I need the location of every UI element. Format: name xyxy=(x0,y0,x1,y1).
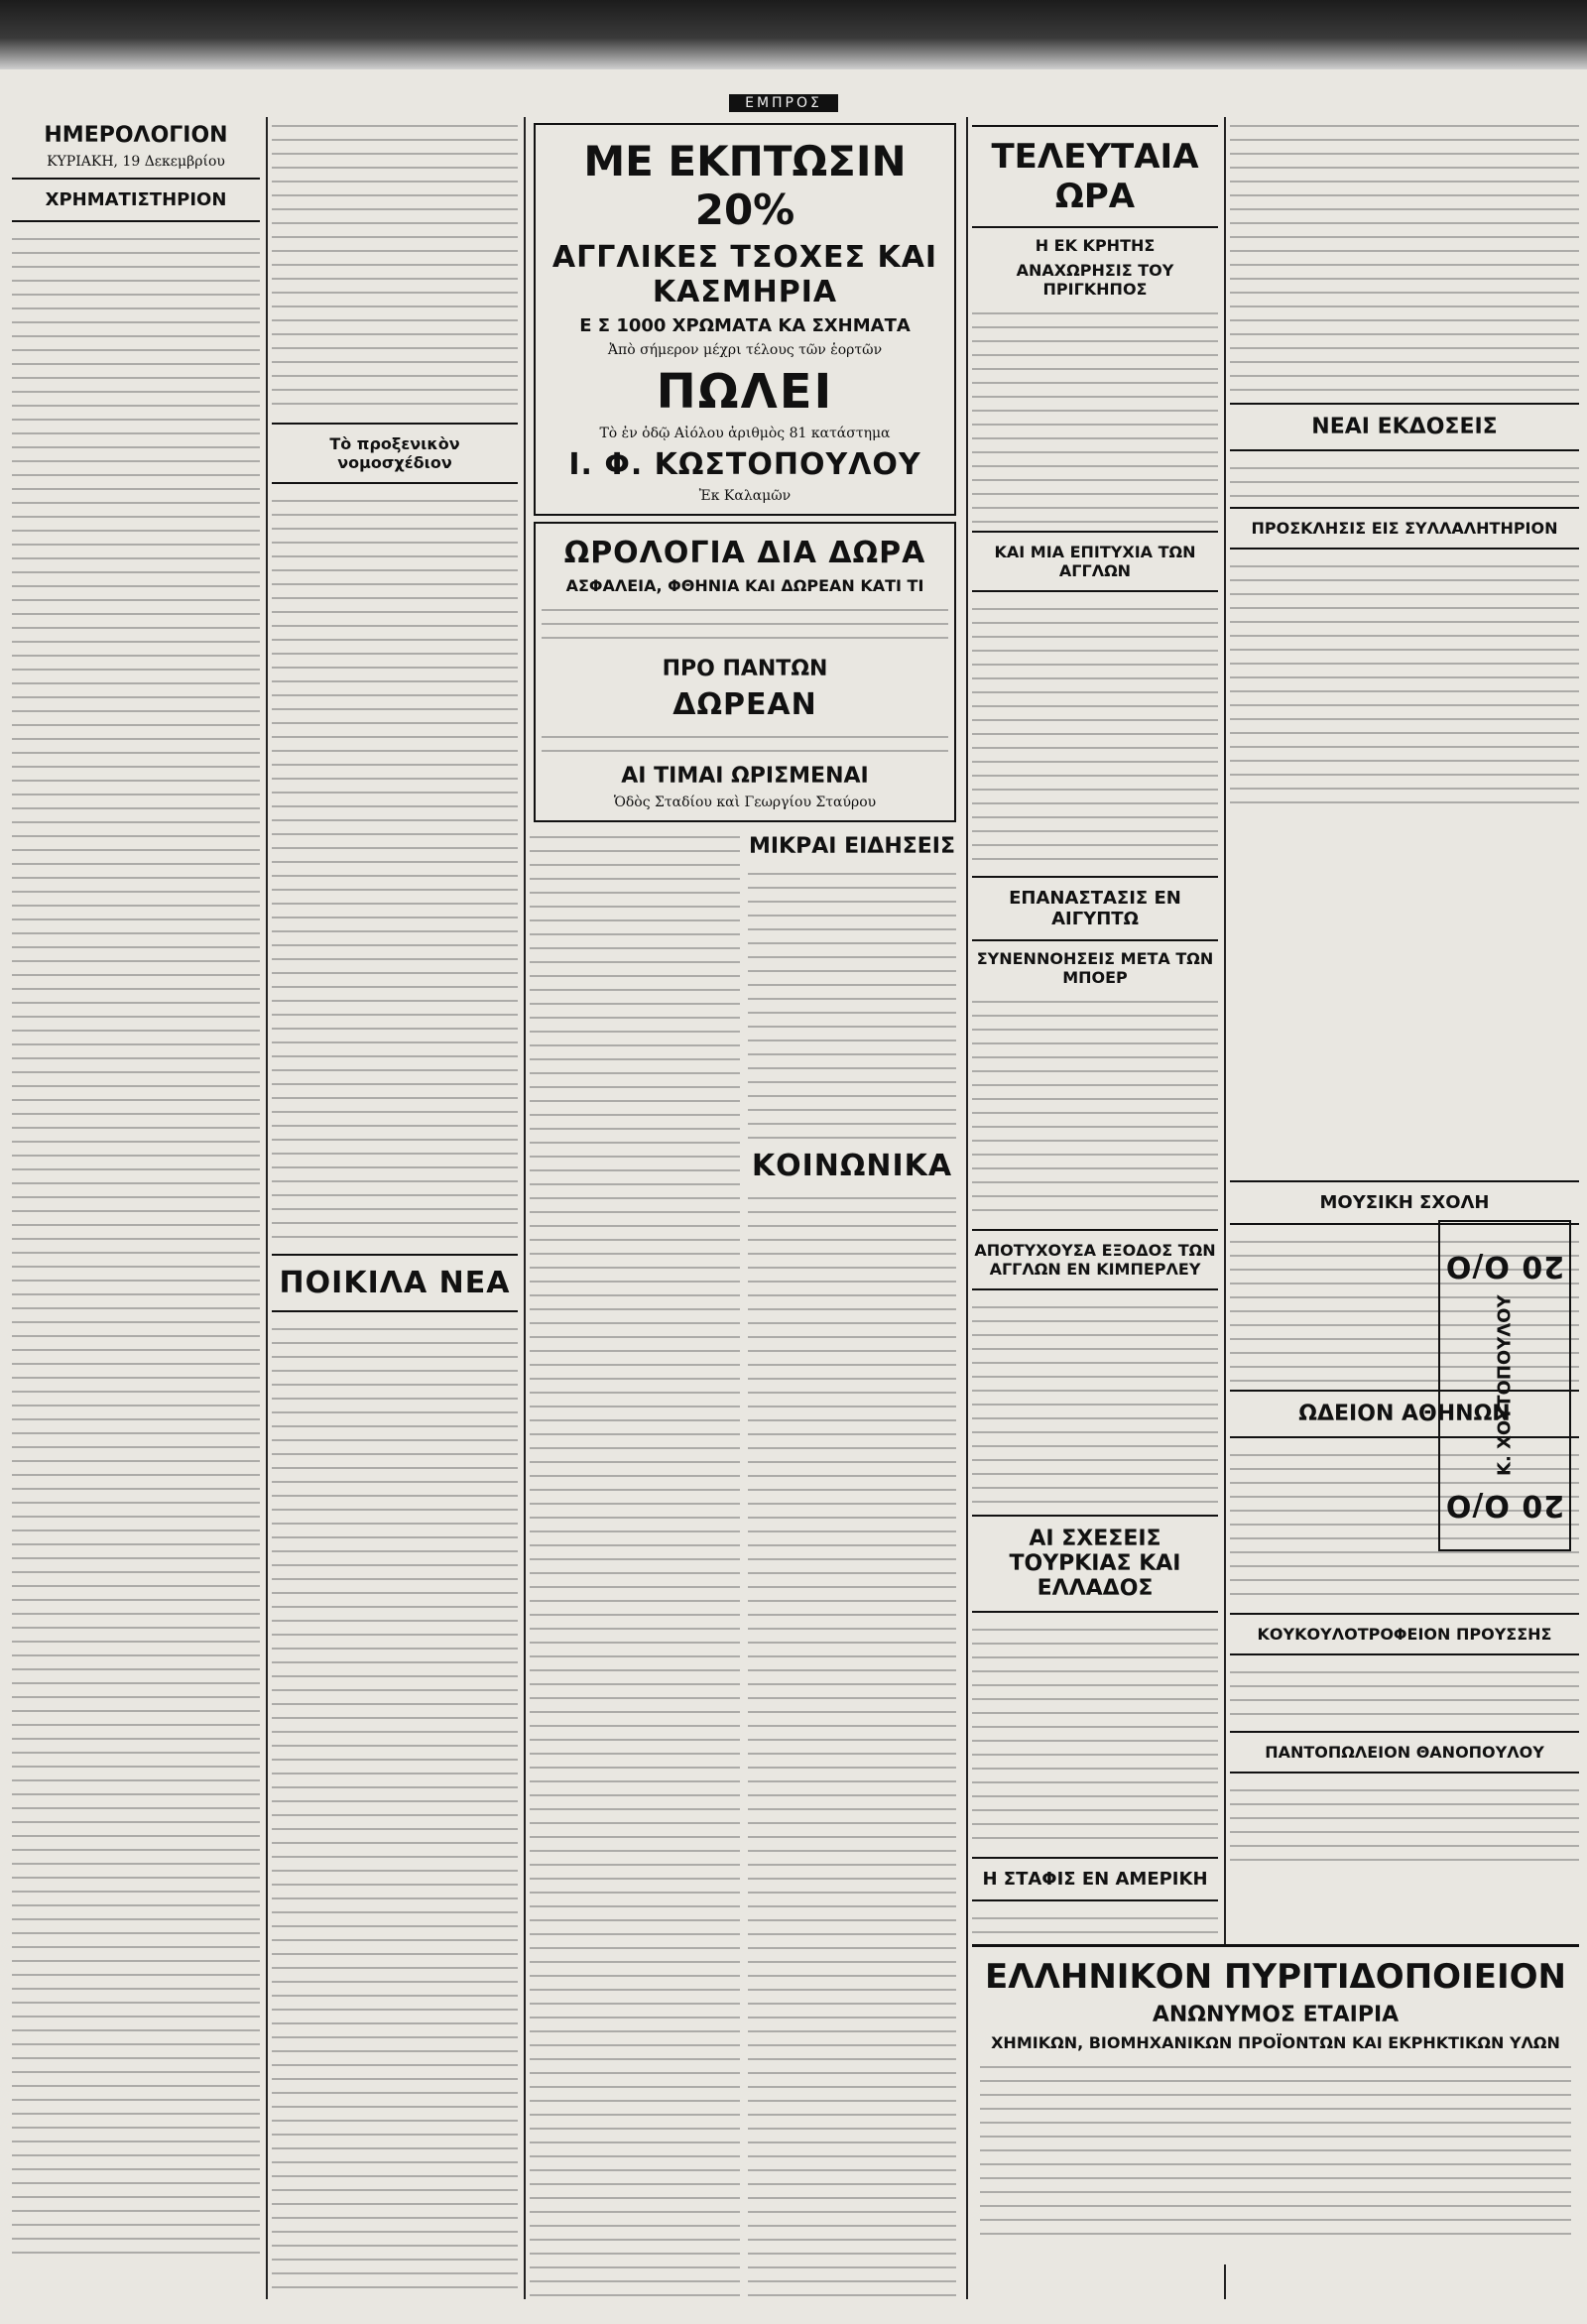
ad-gunpowder-line: ΧΗΜΙΚΩΝ, ΒΙΟΜΗΧΑΝΙΚΩΝ ΠΡΟΪΟΝΤΩΝ ΚΑΙ ΕΚΡΗΚΤΙΚΩΝ ΥΛΩΝ xyxy=(991,2033,1560,2052)
mikrai-heading: ΜΙΚΡΑΙ ΕΙΔΗΣΕΙΣ xyxy=(748,834,956,859)
news-heading: ΑΝΑΧΩΡΗΣΙΣ ΤΟΥ ΠΡΙΓΚΗΠΟΣ xyxy=(1016,261,1174,299)
ad-merchant: Ι. Φ. ΚΩΣΤΟΠΟΥΛΟΥ xyxy=(568,447,921,482)
rotated-ad-percent: 20 Ο/Ο xyxy=(1444,1488,1565,1524)
ad-line: Ἐκ Καλαμῶν xyxy=(698,488,792,504)
music-school-heading: ΜΟΥΣΙΚΗ ΣΧΟΛΗ xyxy=(1319,1192,1490,1213)
ad-watches-free: ΔΩΡΕΑΝ xyxy=(672,687,817,722)
column-rule xyxy=(524,117,526,2299)
news-heading: Η ΣΤΑΦΙΣ ΕΝ ΑΜΕΡΙΚΗ xyxy=(982,1869,1208,1890)
news-heading: ΕΠΑΝΑΣΤΑΣΙΣ ΕΝ ΑΙΓΥΠΤΩ xyxy=(1009,888,1181,929)
ad-watches-sub: ΑΣΦΑΛΕΙΑ, ΦΘΗΝΙΑ ΚΑΙ ΔΩΡΕΑΝ ΚΑΤΙ ΤΙ xyxy=(565,576,924,595)
exchange-title: ΧΡΗΜΑΤΙΣΤΗΡΙΟΝ xyxy=(45,189,227,210)
rotated-ad xyxy=(1438,1220,1571,1551)
ad-watches-prices: ΑΙ ΤΙΜΑΙ ΩΡΙΣΜΕΝΑΙ xyxy=(621,764,869,789)
ad-line: Τὸ ἐν ὁδῷ Αἰόλου ἀριθμὸς 81 κατάστημα xyxy=(599,426,891,441)
ad-gunpowder-title: ΕΛΛΗΝΙΚΟΝ ΠΥΡΙΤΙΔΟΠΟΙΕΙΟΝ xyxy=(985,1957,1566,1997)
new-editions-heading: ΝΕΑΙ ΕΚΔΟΣΕΙΣ xyxy=(1311,415,1498,439)
news-heading: ΑΙ ΣΧΕΣΕΙΣ ΤΟΥΡΚΙΑΣ ΚΑΙ ΕΛΛΑΔΟΣ xyxy=(1009,1527,1181,1601)
news-heading: Η ΕΚ ΚΡΗΤΗΣ xyxy=(1035,236,1156,255)
grocery-heading: ΠΑΝΤΟΠΩΛΕΙΟΝ ΘΑΝΟΠΟΥΛΟΥ xyxy=(1265,1743,1544,1762)
ad-gunpowder-sub: ΑΝΩΝΥΜΟΣ ΕΤΑΙΡΙΑ xyxy=(1152,2003,1400,2027)
sericulture-heading: ΚΟΥΚΟΥΛΟΤΡΟΦΕΙΟΝ ΠΡΟΥΣΣΗΣ xyxy=(1257,1625,1552,1644)
column-rule xyxy=(966,117,968,2299)
scan-shadow xyxy=(0,0,1587,69)
column-2 xyxy=(272,117,518,2299)
news-heading: ΚΑΙ ΜΙΑ ΕΠΙΤΥΧΙΑ ΤΩΝ ΑΓΓΛΩΝ xyxy=(994,543,1196,580)
body-text xyxy=(272,492,518,1246)
ad-sells: ΠΩΛΕΙ xyxy=(656,364,834,420)
ad-discount: ΜΕ ΕΚΠΤΩΣΙΝ 20% xyxy=(583,137,907,234)
last-hour-title: ΤΕΛΕΥΤΑΙΑ ΩΡΑ xyxy=(991,137,1199,216)
ad-line: Ε Σ 1000 ΧΡΩΜΑΤΑ ΚΑ ΣΧΗΜΑΤΑ xyxy=(579,315,911,336)
ad-watches xyxy=(534,522,956,822)
koinonika-heading: ΚΟΙΝΩΝΙΚΑ xyxy=(751,1149,953,1183)
odeion-heading: ΩΔΕΙΟΝ ΑΘΗΝΩΝ xyxy=(1298,1402,1511,1426)
consular-bill-heading: Τὸ προξενικὸν νομοσχέδιον xyxy=(329,434,460,472)
ad-watches-title: ΩΡΟΛΟΓΙΑ ΔΙΑ ΔΩΡΑ xyxy=(563,536,926,570)
news-heading: ΑΠΟΤΥΧΟΥΣΑ ΕΞΟΔΟΣ ΤΩΝ ΑΓΓΛΩΝ ΕΝ ΚΙΜΠΕΡΛΕΥ xyxy=(974,1241,1216,1279)
rally-heading: ΠΡΟΣΚΛΗΣΙΣ ΕΙΣ ΣΥΛΛΑΛΗΤΗΡΙΟΝ xyxy=(1251,519,1558,538)
body-text xyxy=(272,117,518,415)
ad-kostopoulos xyxy=(534,123,956,516)
ad-gunpowder xyxy=(972,1944,1579,2264)
masthead: ΕΜΠΡΟΣ xyxy=(729,94,838,112)
rotated-ad-percent: 20 Ο/Ο xyxy=(1444,1248,1565,1284)
calendar-title: ΗΜΕΡΟΛΟΓΙΟΝ xyxy=(44,123,228,148)
ad-watches-address: Ὁδὸς Σταδίου καὶ Γεωργίου Σταύρου xyxy=(613,795,877,810)
ad-line: Ἀπὸ σήμερον μέχρι τέλους τῶν ἑορτῶν xyxy=(607,342,883,358)
body-text xyxy=(272,1320,518,2299)
news-heading: ΣΥΝΕΝΝΟΗΣΕΙΣ ΜΕΤΑ ΤΩΝ ΜΠΟΕΡ xyxy=(976,949,1214,987)
date-line: ΚΥΡΙΑΚΗ, 19 Δεκεμβρίου xyxy=(47,154,225,170)
column-1 xyxy=(12,117,260,2299)
ad-watches-pro: ΠΡΟ ΠΑΝΤΩΝ xyxy=(662,657,828,681)
rotated-ad-name: Κ. ΧΟΥΤΟΠΟΥΛΟΥ xyxy=(1494,1294,1516,1477)
body-text xyxy=(530,828,740,2299)
column-rule xyxy=(266,117,268,2299)
column-3 xyxy=(530,117,960,2299)
poikila-nea-heading: ΠΟΙΚΙΛΑ ΝΕΑ xyxy=(279,1266,511,1300)
ad-line: ΑΓΓΛΙΚΕΣ ΤΣΟΧΕΣ ΚΑΙ ΚΑΣΜΗΡΙΑ xyxy=(551,240,938,309)
body-text xyxy=(12,230,260,2254)
